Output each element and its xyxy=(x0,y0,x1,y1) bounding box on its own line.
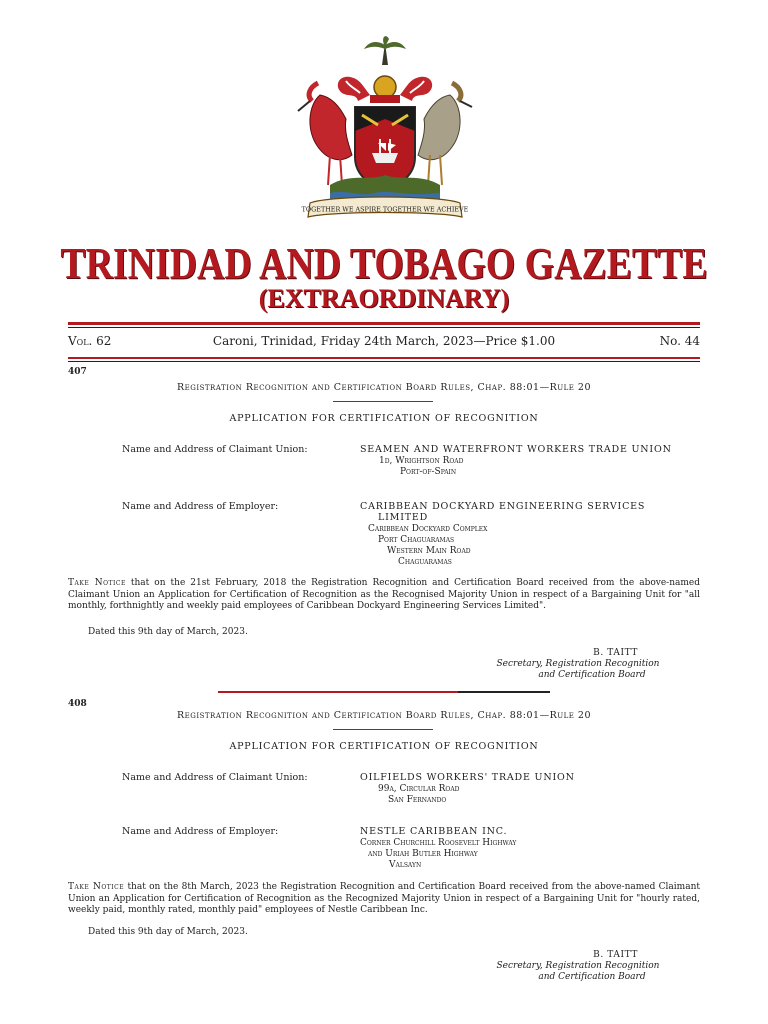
notice-number: 407 xyxy=(68,367,87,377)
claimant-label: Name and Address of Claimant Union: xyxy=(122,772,308,783)
issue-line xyxy=(68,334,700,350)
employer-name-cont: LIMITED xyxy=(378,512,429,523)
employer-name: CARIBBEAN DOCKYARD ENGINEERING SERVICES xyxy=(360,501,646,512)
signer-name: B. TAITT xyxy=(593,950,638,960)
application-title: APPLICATION FOR CERTIFICATION OF RECOGNITION xyxy=(229,413,539,424)
employer-label: Name and Address of Employer: xyxy=(122,501,279,512)
masthead-rule xyxy=(68,322,700,325)
employer-address-line: Corner Churchill Roosevelt Highway xyxy=(360,838,517,848)
notice-lead: Take Notice xyxy=(68,882,125,892)
claimant-name: SEAMEN AND WATERFRONT WORKERS TRADE UNION xyxy=(360,444,672,455)
volume-number: Vol. 62 xyxy=(68,334,112,348)
notice-body: that on the 21st February, 2018 the Registration Recognition and Certification Board received from the above-named Claimant Union an Application for Certification of Recognition as the Recognised Majority Union in respect of a Bargaining Unit for "all monthly, forthnightly and weekly paid employees of Caribbean Dockyard Engineering Services Limited". xyxy=(68,578,700,611)
claimant-address-line: San Fernando xyxy=(388,795,447,805)
gazette-subtitle: (EXTRAORDINARY) xyxy=(258,284,510,313)
claimant-address-line: 99a, Circular Road xyxy=(378,784,460,794)
masthead-rule xyxy=(68,357,700,359)
signer-title: and Certification Board xyxy=(538,972,646,982)
signer-title: Secretary, Registration Recognition xyxy=(496,659,660,669)
gazette-title: TRINIDAD AND TOBAGO GAZETTE xyxy=(60,239,708,288)
issue-number: No. 44 xyxy=(659,334,700,348)
employer-address-line: Valsayn xyxy=(389,860,422,870)
application-title: APPLICATION FOR CERTIFICATION OF RECOGNITION xyxy=(229,741,539,752)
short-rule xyxy=(333,401,433,402)
signer-title: and Certification Board xyxy=(538,670,646,680)
notice-lead: Take Notice xyxy=(68,578,126,588)
masthead-rule xyxy=(68,327,700,328)
claimant-name: OILFIELDS WORKERS' TRADE UNION xyxy=(360,772,575,783)
dated-line: Dated this 9th day of March, 2023. xyxy=(88,627,248,637)
notice-paragraph xyxy=(68,578,700,613)
masthead-rule xyxy=(68,361,700,362)
employer-address-line: Chaguaramas xyxy=(398,557,452,567)
employer-address-line: and Uriah Butler Highway xyxy=(368,849,478,859)
signer-title: Secretary, Registration Recognition xyxy=(496,961,660,971)
dated-line: Dated this 9th day of March, 2023. xyxy=(88,927,248,937)
dateline: Caroni, Trinidad, Friday 24th March, 2023—Price $1.00 xyxy=(212,334,556,348)
short-rule xyxy=(333,729,433,730)
notice-divider xyxy=(218,691,458,693)
employer-address-line: Caribbean Dockyard Complex xyxy=(368,524,488,534)
notice-divider xyxy=(458,691,550,693)
notice-paragraph xyxy=(68,882,700,917)
employer-address-line: Western Main Road xyxy=(387,546,471,556)
rules-heading: Registration Recognition and Certification Board Rules, Chap. 88:01—Rule 20 xyxy=(176,382,592,393)
notice-number: 408 xyxy=(68,699,87,709)
notice-body: that on the 8th March, 2023 the Registration Recognition and Certification Board received from the above-named Claimant Union an Application for Certification of Recognition as the Recognized Majority Union in respect of a Bargaining Unit for "hourly rated, weekly paid, monthly rated, monthly paid" employees of Nestle Caribbean Inc. xyxy=(68,882,700,915)
employer-name: NESTLE CARIBBEAN INC. xyxy=(360,826,508,837)
coat-of-arms-icon xyxy=(290,35,480,225)
employer-address-line: Port Chaguaramas xyxy=(378,535,455,545)
rules-heading: Registration Recognition and Certification Board Rules, Chap. 88:01—Rule 20 xyxy=(176,710,592,721)
employer-label: Name and Address of Employer: xyxy=(122,826,279,837)
claimant-address-line: Port-of-Spain xyxy=(400,467,457,477)
svg-text:TOGETHER WE ASPIRE TOGETHER WE: TOGETHER WE ASPIRE TOGETHER WE ACHIEVE xyxy=(301,205,469,214)
claimant-label: Name and Address of Claimant Union: xyxy=(122,444,308,455)
claimant-address-line: 1d, Wrightson Road xyxy=(379,456,464,466)
signer-name: B. TAITT xyxy=(593,648,638,658)
